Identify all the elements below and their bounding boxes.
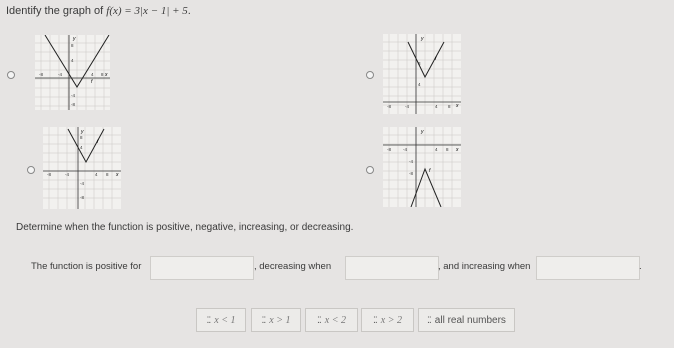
y-axis-label: y: [81, 129, 84, 135]
drag-handle-icon: ⁚⁚: [317, 314, 321, 325]
graph-option-d[interactable]: [383, 127, 461, 207]
choice-label: x > 1: [269, 314, 291, 326]
x-axis-label: x: [456, 147, 459, 153]
choice-x-less-2[interactable]: [305, 308, 358, 332]
svg-text:-4: -4: [409, 159, 414, 164]
svg-text:4: 4: [71, 58, 74, 63]
svg-text:4: 4: [435, 104, 438, 109]
end-period: .: [639, 261, 642, 272]
graph-option-c-radio[interactable]: [27, 166, 35, 174]
increasing-drop-zone[interactable]: [536, 256, 640, 280]
y-axis-label: y: [421, 129, 424, 135]
svg-text:8: 8: [101, 72, 104, 77]
graph-option-a-radio[interactable]: [7, 71, 15, 79]
increasing-label: , and increasing when: [438, 261, 531, 272]
instructions-text: Determine when the function is positive, negative, increasing, or decreasing.: [16, 222, 354, 233]
function-label: f: [429, 168, 431, 174]
svg-text:-4: -4: [405, 104, 410, 109]
choice-x-less-1[interactable]: [196, 308, 246, 332]
svg-text:4: 4: [95, 172, 98, 177]
graph-option-b-radio[interactable]: [366, 71, 374, 79]
svg-text:4: 4: [80, 145, 83, 150]
question-text: [6, 5, 191, 17]
svg-text:-8: -8: [39, 72, 44, 77]
positive-label: The function is positive for: [31, 261, 142, 272]
svg-text:-4: -4: [71, 93, 76, 98]
function-label: f: [91, 79, 93, 85]
function-label: f: [97, 139, 99, 145]
drag-handle-icon: ⁚⁚: [373, 314, 377, 325]
svg-text:-4: -4: [58, 72, 63, 77]
decreasing-label: , decreasing when: [254, 261, 332, 272]
drag-handle-icon: ⁚⁚: [427, 314, 431, 325]
svg-text:4: 4: [418, 82, 421, 87]
choice-x-greater-2[interactable]: [361, 308, 414, 332]
svg-text:-8: -8: [80, 195, 85, 200]
question-suffix: .: [187, 5, 191, 17]
choice-label: x > 2: [380, 314, 402, 326]
svg-text:8: 8: [106, 172, 109, 177]
svg-text:-8: -8: [387, 147, 392, 152]
positive-drop-zone[interactable]: [150, 256, 254, 280]
svg-text:4: 4: [435, 147, 438, 152]
svg-text:-8: -8: [71, 102, 76, 107]
svg-text:8: 8: [418, 61, 421, 66]
x-axis-label: x: [456, 103, 459, 109]
function-expression: f(x) = 3|x − 1| + 5: [106, 5, 188, 17]
x-axis-label: x: [105, 72, 108, 78]
svg-text:-4: -4: [403, 147, 408, 152]
svg-text:4: 4: [91, 72, 94, 77]
svg-text:-4: -4: [65, 172, 70, 177]
svg-text:-8: -8: [387, 104, 392, 109]
choice-x-greater-1[interactable]: [251, 308, 301, 332]
graph-option-b[interactable]: [383, 34, 461, 114]
svg-text:-4: -4: [80, 181, 85, 186]
graph-option-d-radio[interactable]: [366, 166, 374, 174]
svg-text:8: 8: [448, 104, 451, 109]
graph-option-a[interactable]: [35, 35, 110, 110]
drag-handle-icon: ⁚⁚: [261, 314, 266, 325]
drag-handle-icon: ⁚⁚: [206, 314, 211, 325]
svg-text:-8: -8: [47, 172, 52, 177]
choice-label: x < 1: [214, 314, 236, 326]
svg-text:8: 8: [71, 43, 74, 48]
choice-all-real-numbers[interactable]: [418, 308, 515, 332]
question-prefix: Identify the graph of: [6, 5, 104, 17]
svg-text:8: 8: [446, 147, 449, 152]
y-axis-label: y: [73, 36, 76, 42]
svg-text:-8: -8: [409, 171, 414, 176]
choice-label: all real numbers: [434, 314, 506, 326]
graph-option-c[interactable]: [43, 127, 121, 209]
y-axis-label: y: [421, 36, 424, 42]
x-axis-label: x: [116, 172, 119, 178]
function-label: f: [435, 56, 437, 62]
choice-label: x < 2: [324, 314, 346, 326]
decreasing-drop-zone[interactable]: [345, 256, 439, 280]
svg-text:8: 8: [80, 135, 83, 140]
